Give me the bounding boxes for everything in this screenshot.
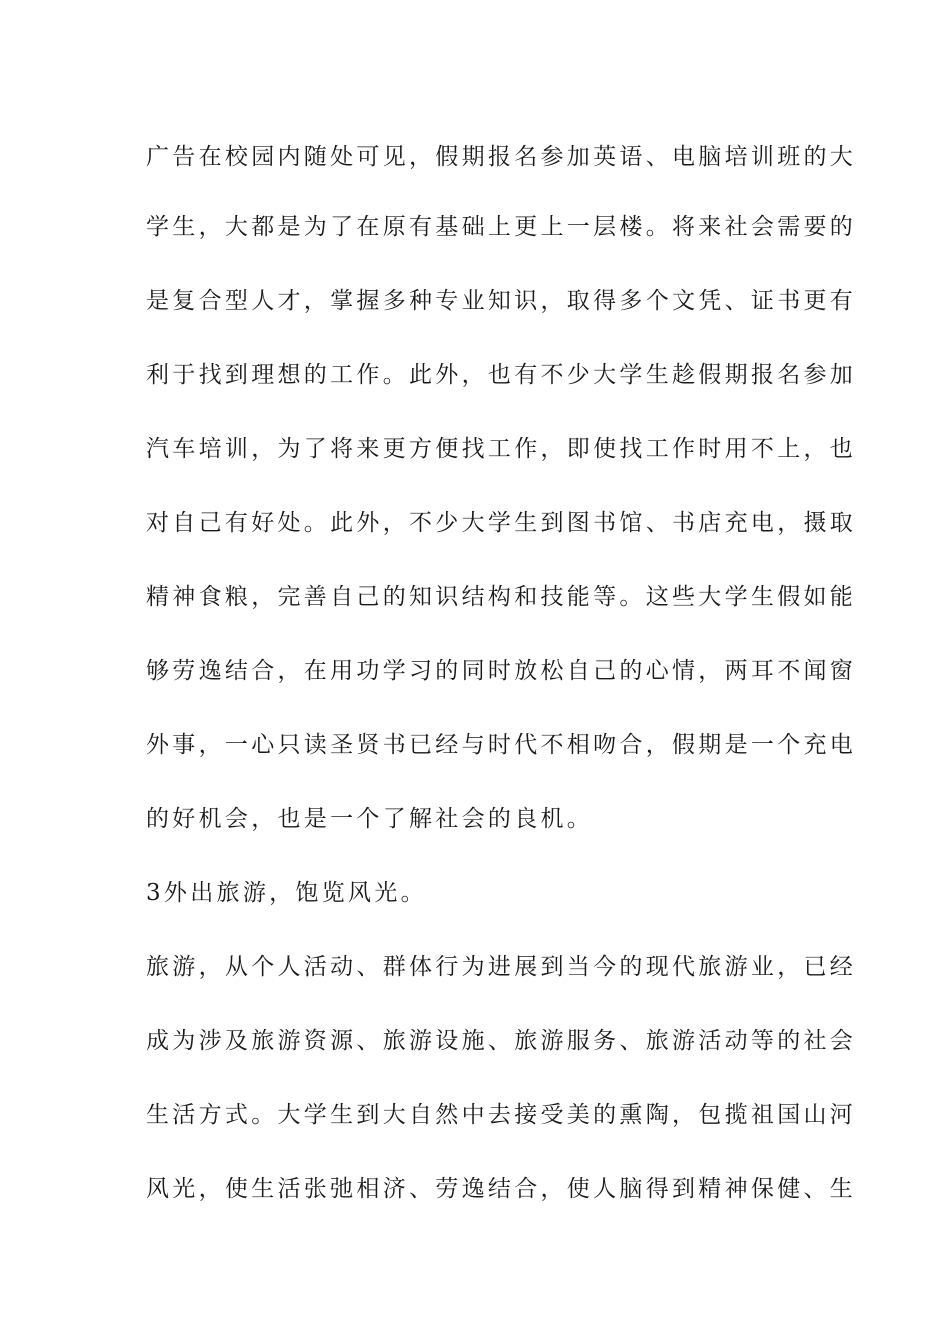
text-line: 是复合型人才，掌握多种专业知识，取得多个文凭、证书更有 (146, 288, 857, 314)
section-heading: 3外出旅游，饱览风光。 (146, 880, 427, 906)
text-line: 精神食粮，完善自己的知识结构和技能等。这些大学生假如能 (146, 584, 857, 610)
text-line: 风光，使生活张弛相济、劳逸结合，使人脑得到精神保健、生 (146, 1176, 857, 1202)
text-line: 汽车培训，为了将来更方便找工作，即使找工作时用不上，也 (146, 436, 857, 462)
text-line: 利于找到理想的工作。此外，也有不少大学生趁假期报名参加 (146, 362, 857, 388)
text-line: 广告在校园内随处可见，假期报名参加英语、电脑培训班的大 (146, 144, 857, 170)
text-line: 的好机会，也是一个了解社会的良机。 (146, 806, 594, 832)
text-line: 对自己有好处。此外，不少大学生到图书馆、书店充电，摄取 (146, 510, 857, 536)
text-line: 够劳逸结合，在用功学习的同时放松自己的心情，两耳不闻窗 (146, 658, 857, 684)
text-line: 成为涉及旅游资源、旅游设施、旅游服务、旅游活动等的社会 (146, 1028, 857, 1054)
text-line: 生活方式。大学生到大自然中去接受美的熏陶，包揽祖国山河 (146, 1102, 857, 1128)
text-line: 学生，大都是为了在原有基础上更上一层楼。将来社会需要的 (146, 214, 857, 240)
text-line: 外事，一心只读圣贤书已经与时代不相吻合，假期是一个充电 (146, 732, 857, 758)
text-line: 旅游，从个人活动、群体行为进展到当今的现代旅游业，已经 (146, 954, 857, 980)
